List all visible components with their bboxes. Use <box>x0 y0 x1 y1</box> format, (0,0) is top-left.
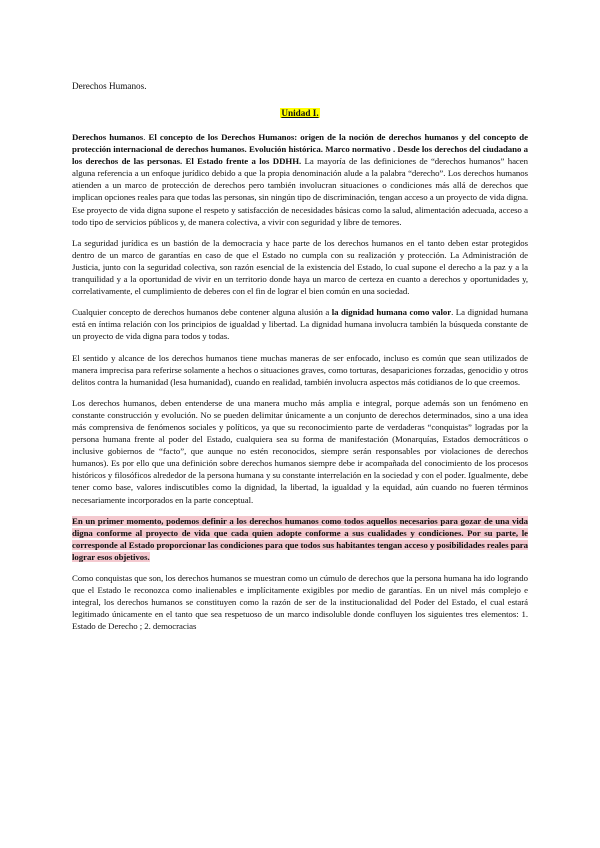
paragraph-3-body: . La dignidad humana está en íntima relación con los principios de igualdad y libertad. La dignidad humana involucra también la búsqueda constante de un proyecto de vida digna para todos y todas. <box>72 307 528 342</box>
document-header: Derechos Humanos. <box>72 81 147 91</box>
paragraph-1 <box>72 131 528 228</box>
paragraph-1-topics: El concepto de los Derechos Humanos: origen de la noción de derechos humanos y del concepto de protección internacional de derechos humanos. Evolución histórica. Marco normativo . Desde los derechos del ciudadano a los derechos de las personas. El Estado frente a los DDHH. <box>72 132 528 167</box>
paragraph-6-highlighted <box>72 515 528 563</box>
paragraph-7: Como conquistas que son, los derechos humanos se muestran como un cúmulo de derechos que la persona humana ha ido logrando que el Estado le reconozca como inalienables e implícitamente exigibles por medio de garantías. En un nivel más complejo e integral, los derechos humanos se constituyen como la razón de ser de la institucionalidad del Poder del Estado, el cual estará legitimado únicamente en el tanto que sea respetuoso de un marco indisoluble donde confluyen los siguientes tres elementos: 1. Estado de Derecho ; 2. democracias <box>72 573 528 632</box>
paragraph-1-body: La mayoría de las definiciones de “derechos humanos” hacen alguna referencia a un enfoque jurídico debido a que la propia denominación alude a la palabra “derecho”. Los derechos humanos atienden a un marco de protección de derechos pero también involucran situaciones o condiciones más allá de derechos que implican opciones reales para que todas las personas, sin ningún tipo de discriminación, tengan acceso a un proyecto de vida digna. Ese proyecto de vida digna supone el respeto y satisfacción de necesidades básicas como la salud, alimentación adecuada, acceso a todo tipo de servicios públicos y, de manera colectiva, a vivir con seguridad y libre de temores. <box>72 156 528 227</box>
paragraph-4: El sentido y alcance de los derechos humanos tiene muchas maneras de ser enfocado, incluso es común que sean utilizados de manera imprecisa para referirse solamente a hechos o situaciones graves, como torturas, desapariciones forzadas, genocidio y otros delitos contra la humanidad (lesa humanidad), cuando en realidad, también involucra aspectos más cotidianos de lo que creemos. <box>72 352 528 387</box>
paragraph-2: La seguridad jurídica es un bastión de la democracia y hace parte de los derechos humanos en el tanto deben estar protegidos dentro de un marco de garantías en caso de que el Estado no cumpla con su realización y protección. La Administración de Justicia, junto con la seguridad colectiva, son razón esencial de la existencia del Estado, lo cual supone el derecho a la paz y a la tranquilidad y a la oportunidad de vivir en un territorio donde haya un marco de certeza en cuanto a derechos y oportunidades y, correlativamente, el cumplimiento de deberes con el fin de lograr el bien común en una sociedad. <box>72 237 528 297</box>
unit-title-text: Unidad I. <box>281 108 319 118</box>
paragraph-1-separator: . <box>143 132 149 142</box>
paragraph-1-title: Derechos humanos <box>72 132 144 142</box>
paragraph-3 <box>72 306 528 342</box>
paragraph-3-lead: Cualquier concepto de derechos humanos debe contener alguna alusión a <box>72 307 332 318</box>
paragraph-3-emphasis: la dignidad humana como valor <box>331 307 452 318</box>
paragraph-5: Los derechos humanos, deben entenderse de una manera mucho más amplia e integral, porque además son un fenómeno en constante construcción y evolución. No se pueden delimitar únicamente a un conjunto de derechos determinados, sino a una idea más comprensiva de fenómenos sociales y políticos, ya que su reconocimiento parte de verdaderas “conquistas” logradas por la persona humana frente al poder del Estado, cualquiera sea su forma de manifestación (Monarquías, Estados democráticos o inclusive gobiernos de “facto”, que aunque no estén reconocidos, siempre serán responsables por violaciones de derechos humanos). Es por ello que una definición sobre derechos humanos siempre debe ir acompañada del conocimiento de los procesos históricos y filosóficos alrededor de la persona humana y su constante interrelación en la sociedad y con el poder. Igualmente, debe tener como base, valores indiscutibles como la dignidad, la libertad, la igualdad y la equidad, aún cuando no fueren términos necesariamente incorporados en la parte conceptual. <box>72 397 528 505</box>
unit-title <box>72 107 528 120</box>
paragraph-6-text: En un primer momento, podemos definir a los derechos humanos como todos aquellos necesarios para gozar de una vida digna conforme al proyecto de vida que cada quien adopte conforme a sus cualidades y condiciones. Por su parte, le corresponde al Estado proporcionar las condiciones para que todos sus habitantes tengan acceso y posibilidades reales para lograr esos objetivos. <box>72 515 528 562</box>
